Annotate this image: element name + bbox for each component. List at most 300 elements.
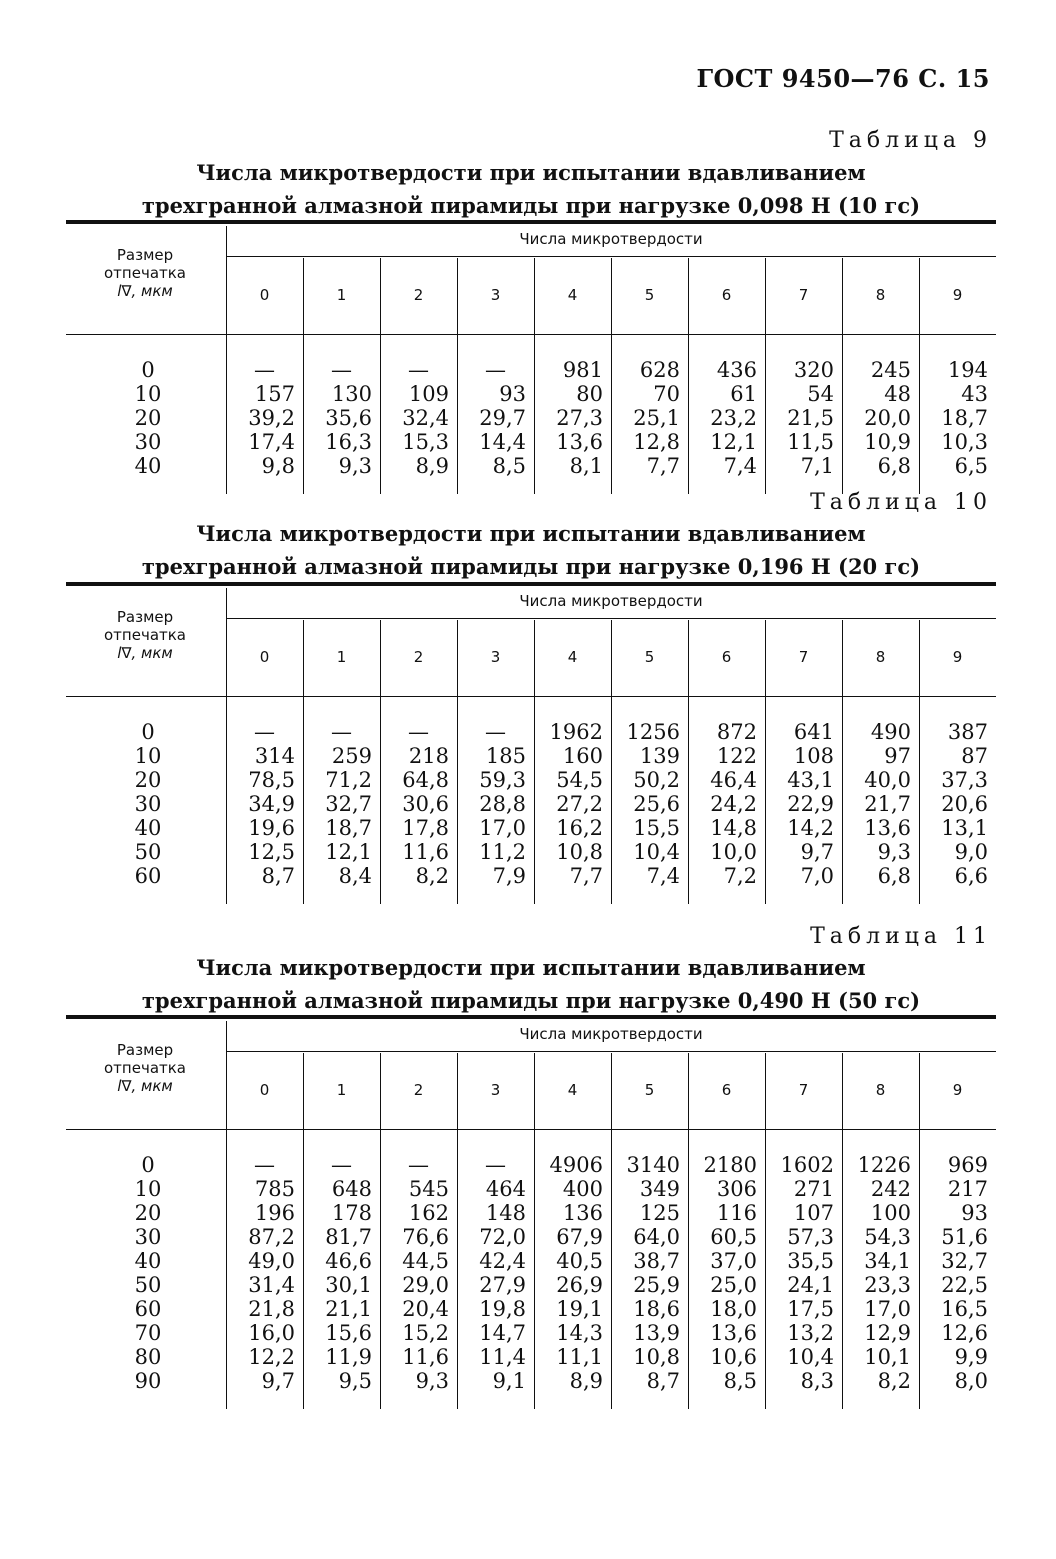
table-cell: 641 bbox=[793, 720, 834, 744]
row-stub: 60 bbox=[134, 1297, 162, 1321]
table-cell: 11,6 bbox=[402, 840, 449, 864]
column-header: 0 bbox=[259, 648, 270, 666]
table-cell: 51,6 bbox=[941, 1225, 988, 1249]
table-cell: 37,0 bbox=[710, 1249, 757, 1273]
table-cell: 628 bbox=[639, 358, 680, 382]
data-table bbox=[66, 1015, 996, 1409]
table-cell: 23,3 bbox=[864, 1273, 911, 1297]
table-cell: 46,6 bbox=[325, 1249, 372, 1273]
group-header: Числа микротвердости bbox=[519, 592, 703, 610]
row-stub: 30 bbox=[134, 430, 162, 454]
table-cell: 7,9 bbox=[492, 864, 526, 888]
table-cell: 109 bbox=[408, 382, 449, 406]
stub-header-line: Размер bbox=[116, 246, 174, 264]
table-cell: 464 bbox=[485, 1177, 526, 1201]
table-cell: 20,0 bbox=[864, 406, 911, 430]
stub-header-line: Размер bbox=[116, 608, 174, 626]
table-cell: 25,6 bbox=[633, 792, 680, 816]
column-header: 4 bbox=[567, 648, 578, 666]
table-cell: 8,7 bbox=[261, 864, 295, 888]
table-cell: 108 bbox=[793, 744, 834, 768]
table-cell: 259 bbox=[331, 744, 372, 768]
table-cell: 60,5 bbox=[710, 1225, 757, 1249]
table-cell: 9,8 bbox=[261, 454, 295, 478]
row-stub: 0 bbox=[141, 358, 155, 382]
table-cell: 35,5 bbox=[787, 1249, 834, 1273]
table-cell: 271 bbox=[793, 1177, 834, 1201]
table-cell: 981 bbox=[562, 358, 603, 382]
row-stub: 30 bbox=[134, 792, 162, 816]
column-header: 6 bbox=[721, 1081, 732, 1099]
table-cell: 64,0 bbox=[633, 1225, 680, 1249]
table-cell: 9,7 bbox=[261, 1369, 295, 1393]
group-header: Числа микротвердости bbox=[519, 1025, 703, 1043]
table-cell: — bbox=[331, 720, 352, 744]
row-stub: 40 bbox=[134, 1249, 162, 1273]
table-cell: 12,1 bbox=[325, 840, 372, 864]
table-label: Таблица 10 bbox=[810, 490, 992, 515]
table-cell: 15,5 bbox=[633, 816, 680, 840]
column-header: 8 bbox=[875, 286, 886, 304]
table-cell: 9,0 bbox=[954, 840, 988, 864]
table-cell: 16,2 bbox=[556, 816, 603, 840]
table-cell: 18,0 bbox=[710, 1297, 757, 1321]
column-header: 6 bbox=[721, 648, 732, 666]
table-cell: 1256 bbox=[626, 720, 680, 744]
table-cell: 11,4 bbox=[479, 1345, 526, 1369]
table-cell: 32,7 bbox=[325, 792, 372, 816]
table-cell: 11,2 bbox=[479, 840, 526, 864]
table-cell: 37,3 bbox=[941, 768, 988, 792]
table-cell: 21,5 bbox=[787, 406, 834, 430]
table-cell: 11,1 bbox=[556, 1345, 603, 1369]
table-cell: 14,4 bbox=[479, 430, 526, 454]
header-separator bbox=[66, 696, 996, 697]
table-cell: 9,7 bbox=[800, 840, 834, 864]
table-cell: 11,6 bbox=[402, 1345, 449, 1369]
table-cell: 10,9 bbox=[864, 430, 911, 454]
table-cell: 14,7 bbox=[479, 1321, 526, 1345]
column-header: 2 bbox=[413, 1081, 424, 1099]
stub-header-line: отпечатка bbox=[104, 626, 186, 644]
table-cell: 245 bbox=[870, 358, 911, 382]
table-cell: 872 bbox=[716, 720, 757, 744]
row-stub: 60 bbox=[134, 864, 162, 888]
table-cell: 8,7 bbox=[646, 1369, 680, 1393]
table-cell: 44,5 bbox=[402, 1249, 449, 1273]
table-cell: 2180 bbox=[703, 1153, 757, 1177]
row-stub: 40 bbox=[134, 816, 162, 840]
table-cell: — bbox=[254, 358, 275, 382]
table-cell: 8,5 bbox=[723, 1369, 757, 1393]
table-cell: — bbox=[408, 358, 429, 382]
table-cell: 130 bbox=[331, 382, 372, 406]
table-cell: 10,6 bbox=[710, 1345, 757, 1369]
table-title-line: трехгранной алмазной пирамиды при нагрузке 0,098 Н (10 гс) bbox=[141, 193, 921, 218]
table-cell: 196 bbox=[254, 1201, 295, 1225]
table-cell: 57,3 bbox=[787, 1225, 834, 1249]
column-header: 5 bbox=[644, 286, 655, 304]
table-cell: 34,9 bbox=[248, 792, 295, 816]
table-cell: 8,0 bbox=[954, 1369, 988, 1393]
table-cell: 1226 bbox=[857, 1153, 911, 1177]
stub-header-line: Размер bbox=[116, 1041, 174, 1059]
column-header: 8 bbox=[875, 648, 886, 666]
table-cell: 218 bbox=[408, 744, 449, 768]
row-stub: 10 bbox=[134, 744, 162, 768]
table-cell: 40,0 bbox=[864, 768, 911, 792]
row-stub: 10 bbox=[134, 1177, 162, 1201]
column-header: 7 bbox=[798, 286, 809, 304]
table-cell: 136 bbox=[562, 1201, 603, 1225]
row-stub: 10 bbox=[134, 382, 162, 406]
table-cell: 87,2 bbox=[248, 1225, 295, 1249]
table-cell: 42,4 bbox=[479, 1249, 526, 1273]
table-cell: 17,5 bbox=[787, 1297, 834, 1321]
table-cell: 6,8 bbox=[877, 864, 911, 888]
table-cell: 32,7 bbox=[941, 1249, 988, 1273]
table-cell: 9,3 bbox=[415, 1369, 449, 1393]
table-cell: 125 bbox=[639, 1201, 680, 1225]
table-cell: 80 bbox=[576, 382, 603, 406]
table-label: Таблица 11 bbox=[810, 924, 992, 949]
table-cell: 27,2 bbox=[556, 792, 603, 816]
table-title bbox=[66, 951, 996, 1017]
table-cell: 9,1 bbox=[492, 1369, 526, 1393]
table-cell: 54,3 bbox=[864, 1225, 911, 1249]
table-cell: — bbox=[331, 358, 352, 382]
column-header: 4 bbox=[567, 1081, 578, 1099]
table-cell: 40,5 bbox=[556, 1249, 603, 1273]
column-header: 9 bbox=[952, 286, 963, 304]
table-cell: 785 bbox=[254, 1177, 295, 1201]
row-stub: 80 bbox=[134, 1345, 162, 1369]
table-cell: 162 bbox=[408, 1201, 449, 1225]
table-cell: 1962 bbox=[549, 720, 603, 744]
table-cell: 100 bbox=[870, 1201, 911, 1225]
table-cell: 14,2 bbox=[787, 816, 834, 840]
column-header: 2 bbox=[413, 648, 424, 666]
stub-header-line: l∇, мкм bbox=[117, 282, 173, 300]
table-cell: 31,4 bbox=[248, 1273, 295, 1297]
table-cell: 10,1 bbox=[864, 1345, 911, 1369]
row-stub: 0 bbox=[141, 1153, 155, 1177]
table-label: Таблица 9 bbox=[829, 128, 992, 153]
table-cell: 217 bbox=[947, 1177, 988, 1201]
table-cell: 107 bbox=[793, 1201, 834, 1225]
header-separator bbox=[66, 1129, 996, 1130]
table-cell: 387 bbox=[947, 720, 988, 744]
table-cell: 67,9 bbox=[556, 1225, 603, 1249]
table-cell: 17,8 bbox=[402, 816, 449, 840]
table-cell: 93 bbox=[499, 382, 526, 406]
table-cell: 6,8 bbox=[877, 454, 911, 478]
column-header: 5 bbox=[644, 648, 655, 666]
row-stub: 90 bbox=[134, 1369, 162, 1393]
table-cell: 20,4 bbox=[402, 1297, 449, 1321]
table-cell: 14,8 bbox=[710, 816, 757, 840]
row-stub: 40 bbox=[134, 454, 162, 478]
table-cell: 7,0 bbox=[800, 864, 834, 888]
stub-header bbox=[66, 246, 224, 300]
table-cell: 21,7 bbox=[864, 792, 911, 816]
table-cell: 13,1 bbox=[941, 816, 988, 840]
table-cell: 76,6 bbox=[402, 1225, 449, 1249]
column-header: 1 bbox=[336, 286, 347, 304]
row-stub: 0 bbox=[141, 720, 155, 744]
table-title bbox=[66, 517, 996, 583]
header-separator bbox=[66, 334, 996, 335]
group-header-rule bbox=[226, 256, 996, 257]
table-cell: 10,0 bbox=[710, 840, 757, 864]
table-cell: — bbox=[254, 720, 275, 744]
table-cell: 70 bbox=[653, 382, 680, 406]
table-cell: 969 bbox=[947, 1153, 988, 1177]
table-cell: 72,0 bbox=[479, 1225, 526, 1249]
column-header: 9 bbox=[952, 1081, 963, 1099]
table-cell: 8,9 bbox=[415, 454, 449, 478]
group-header-rule bbox=[226, 1051, 996, 1052]
row-stub: 20 bbox=[134, 768, 162, 792]
group-header: Числа микротвердости bbox=[519, 230, 703, 248]
table-cell: 320 bbox=[793, 358, 834, 382]
stub-header-line: l∇, мкм bbox=[117, 644, 173, 662]
table-cell: 54,5 bbox=[556, 768, 603, 792]
table-cell: 22,9 bbox=[787, 792, 834, 816]
data-table bbox=[66, 582, 996, 904]
table-cell: 15,3 bbox=[402, 430, 449, 454]
table-cell: 242 bbox=[870, 1177, 911, 1201]
table-cell: 8,3 bbox=[800, 1369, 834, 1393]
table-cell: 1602 bbox=[780, 1153, 834, 1177]
table-cell: 25,0 bbox=[710, 1273, 757, 1297]
table-cell: 8,5 bbox=[492, 454, 526, 478]
table-top-rule bbox=[66, 1015, 996, 1019]
table-cell: 116 bbox=[716, 1201, 757, 1225]
table-cell: 12,6 bbox=[941, 1321, 988, 1345]
row-stub: 50 bbox=[134, 1273, 162, 1297]
column-header: 3 bbox=[490, 1081, 501, 1099]
table-cell: 139 bbox=[639, 744, 680, 768]
table-cell: 23,2 bbox=[710, 406, 757, 430]
stub-header bbox=[66, 608, 224, 662]
table-cell: 46,4 bbox=[710, 768, 757, 792]
table-cell: 64,8 bbox=[402, 768, 449, 792]
table-cell: 8,2 bbox=[415, 864, 449, 888]
table-cell: 19,6 bbox=[248, 816, 295, 840]
table-cell: 12,5 bbox=[248, 840, 295, 864]
row-stub: 30 bbox=[134, 1225, 162, 1249]
column-header: 4 bbox=[567, 286, 578, 304]
table-cell: 97 bbox=[884, 744, 911, 768]
table-cell: 436 bbox=[716, 358, 757, 382]
table-title bbox=[66, 156, 996, 222]
column-header: 6 bbox=[721, 286, 732, 304]
data-table bbox=[66, 220, 996, 494]
table-cell: 49,0 bbox=[248, 1249, 295, 1273]
row-stub: 50 bbox=[134, 840, 162, 864]
table-cell: 13,9 bbox=[633, 1321, 680, 1345]
table-cell: 13,6 bbox=[864, 816, 911, 840]
table-title-line: трехгранной алмазной пирамиды при нагрузке 0,196 Н (20 гс) bbox=[141, 554, 921, 579]
table-cell: 78,5 bbox=[248, 768, 295, 792]
table-cell: 29,7 bbox=[479, 406, 526, 430]
table-cell: 9,5 bbox=[338, 1369, 372, 1393]
column-header: 0 bbox=[259, 1081, 270, 1099]
column-header: 7 bbox=[798, 1081, 809, 1099]
table-cell: 7,7 bbox=[569, 864, 603, 888]
row-stub: 20 bbox=[134, 1201, 162, 1225]
page-header: ГОСТ 9450—76 С. 15 bbox=[696, 64, 990, 93]
column-header: 1 bbox=[336, 648, 347, 666]
table-cell: 14,3 bbox=[556, 1321, 603, 1345]
table-cell: 314 bbox=[254, 744, 295, 768]
table-cell: 28,8 bbox=[479, 792, 526, 816]
column-header: 0 bbox=[259, 286, 270, 304]
table-cell: 50,2 bbox=[633, 768, 680, 792]
table-cell: 27,9 bbox=[479, 1273, 526, 1297]
table-cell: 25,1 bbox=[633, 406, 680, 430]
table-cell: 6,5 bbox=[954, 454, 988, 478]
column-header: 5 bbox=[644, 1081, 655, 1099]
table-cell: 122 bbox=[716, 744, 757, 768]
table-cell: 13,6 bbox=[710, 1321, 757, 1345]
table-cell: 25,9 bbox=[633, 1273, 680, 1297]
table-cell: 16,0 bbox=[248, 1321, 295, 1345]
table-cell: 157 bbox=[254, 382, 295, 406]
table-cell: 48 bbox=[884, 382, 911, 406]
table-cell: 490 bbox=[870, 720, 911, 744]
table-title-line: Числа микротвердости при испытании вдавливанием bbox=[196, 955, 866, 980]
table-cell: 9,3 bbox=[338, 454, 372, 478]
table-cell: 306 bbox=[716, 1177, 757, 1201]
table-cell: — bbox=[485, 720, 506, 744]
column-header: 2 bbox=[413, 286, 424, 304]
table-cell: 13,6 bbox=[556, 430, 603, 454]
table-cell: 87 bbox=[961, 744, 988, 768]
table-cell: 8,4 bbox=[338, 864, 372, 888]
table-cell: 16,3 bbox=[325, 430, 372, 454]
table-top-rule bbox=[66, 220, 996, 224]
table-cell: 185 bbox=[485, 744, 526, 768]
table-cell: 8,1 bbox=[569, 454, 603, 478]
table-cell: 10,8 bbox=[556, 840, 603, 864]
column-header: 3 bbox=[490, 286, 501, 304]
table-cell: 11,5 bbox=[787, 430, 834, 454]
table-cell: 71,2 bbox=[325, 768, 372, 792]
table-cell: 10,4 bbox=[787, 1345, 834, 1369]
table-cell: 30,6 bbox=[402, 792, 449, 816]
table-cell: — bbox=[485, 1153, 506, 1177]
table-cell: 24,1 bbox=[787, 1273, 834, 1297]
column-header: 9 bbox=[952, 648, 963, 666]
table-cell: 21,1 bbox=[325, 1297, 372, 1321]
table-cell: 400 bbox=[562, 1177, 603, 1201]
stub-header-line: l∇, мкм bbox=[117, 1077, 173, 1095]
table-cell: — bbox=[485, 358, 506, 382]
table-cell: 21,8 bbox=[248, 1297, 295, 1321]
table-cell: 54 bbox=[807, 382, 834, 406]
table-title-line: Числа микротвердости при испытании вдавливанием bbox=[196, 521, 866, 546]
table-cell: 7,4 bbox=[723, 454, 757, 478]
stub-header-line: отпечатка bbox=[104, 264, 186, 282]
table-title-line: Числа микротвердости при испытании вдавливанием bbox=[196, 160, 866, 185]
table-cell: 15,6 bbox=[325, 1321, 372, 1345]
table-cell: 148 bbox=[485, 1201, 526, 1225]
table-cell: 7,4 bbox=[646, 864, 680, 888]
column-header: 1 bbox=[336, 1081, 347, 1099]
table-cell: 12,1 bbox=[710, 430, 757, 454]
table-cell: 545 bbox=[408, 1177, 449, 1201]
stub-header bbox=[66, 1041, 224, 1095]
table-title-line: трехгранной алмазной пирамиды при нагрузке 0,490 Н (50 гс) bbox=[141, 988, 921, 1013]
table-cell: 6,6 bbox=[954, 864, 988, 888]
table-cell: 22,5 bbox=[941, 1273, 988, 1297]
group-header-rule bbox=[226, 618, 996, 619]
table-cell: 26,9 bbox=[556, 1273, 603, 1297]
table-cell: 7,2 bbox=[723, 864, 757, 888]
table-cell: 93 bbox=[961, 1201, 988, 1225]
table-cell: 18,6 bbox=[633, 1297, 680, 1321]
table-cell: 17,4 bbox=[248, 430, 295, 454]
table-cell: 8,2 bbox=[877, 1369, 911, 1393]
table-cell: 29,0 bbox=[402, 1273, 449, 1297]
table-cell: 349 bbox=[639, 1177, 680, 1201]
table-cell: 648 bbox=[331, 1177, 372, 1201]
table-cell: 16,5 bbox=[941, 1297, 988, 1321]
table-cell: 43,1 bbox=[787, 768, 834, 792]
table-cell: — bbox=[408, 720, 429, 744]
row-stub: 70 bbox=[134, 1321, 162, 1345]
column-header: 8 bbox=[875, 1081, 886, 1099]
table-cell: 17,0 bbox=[864, 1297, 911, 1321]
table-cell: 10,8 bbox=[633, 1345, 680, 1369]
table-cell: — bbox=[408, 1153, 429, 1177]
table-cell: — bbox=[254, 1153, 275, 1177]
table-cell: 194 bbox=[947, 358, 988, 382]
table-cell: 7,1 bbox=[800, 454, 834, 478]
row-stub: 20 bbox=[134, 406, 162, 430]
table-cell: 10,4 bbox=[633, 840, 680, 864]
table-cell: 160 bbox=[562, 744, 603, 768]
table-cell: 12,9 bbox=[864, 1321, 911, 1345]
table-cell: 19,1 bbox=[556, 1297, 603, 1321]
table-cell: 11,9 bbox=[325, 1345, 372, 1369]
table-cell: 18,7 bbox=[325, 816, 372, 840]
table-cell: 10,3 bbox=[941, 430, 988, 454]
column-header: 7 bbox=[798, 648, 809, 666]
table-cell: 30,1 bbox=[325, 1273, 372, 1297]
table-cell: 59,3 bbox=[479, 768, 526, 792]
table-cell: 20,6 bbox=[941, 792, 988, 816]
table-cell: 17,0 bbox=[479, 816, 526, 840]
table-cell: 38,7 bbox=[633, 1249, 680, 1273]
table-cell: 4906 bbox=[549, 1153, 603, 1177]
table-cell: 9,3 bbox=[877, 840, 911, 864]
table-cell: 39,2 bbox=[248, 406, 295, 430]
table-cell: 61 bbox=[730, 382, 757, 406]
table-cell: 27,3 bbox=[556, 406, 603, 430]
table-cell: 13,2 bbox=[787, 1321, 834, 1345]
table-cell: 19,8 bbox=[479, 1297, 526, 1321]
table-top-rule bbox=[66, 582, 996, 586]
table-cell: 12,2 bbox=[248, 1345, 295, 1369]
table-cell: 32,4 bbox=[402, 406, 449, 430]
table-cell: 9,9 bbox=[954, 1345, 988, 1369]
table-cell: — bbox=[331, 1153, 352, 1177]
table-cell: 3140 bbox=[626, 1153, 680, 1177]
table-cell: 43 bbox=[961, 382, 988, 406]
